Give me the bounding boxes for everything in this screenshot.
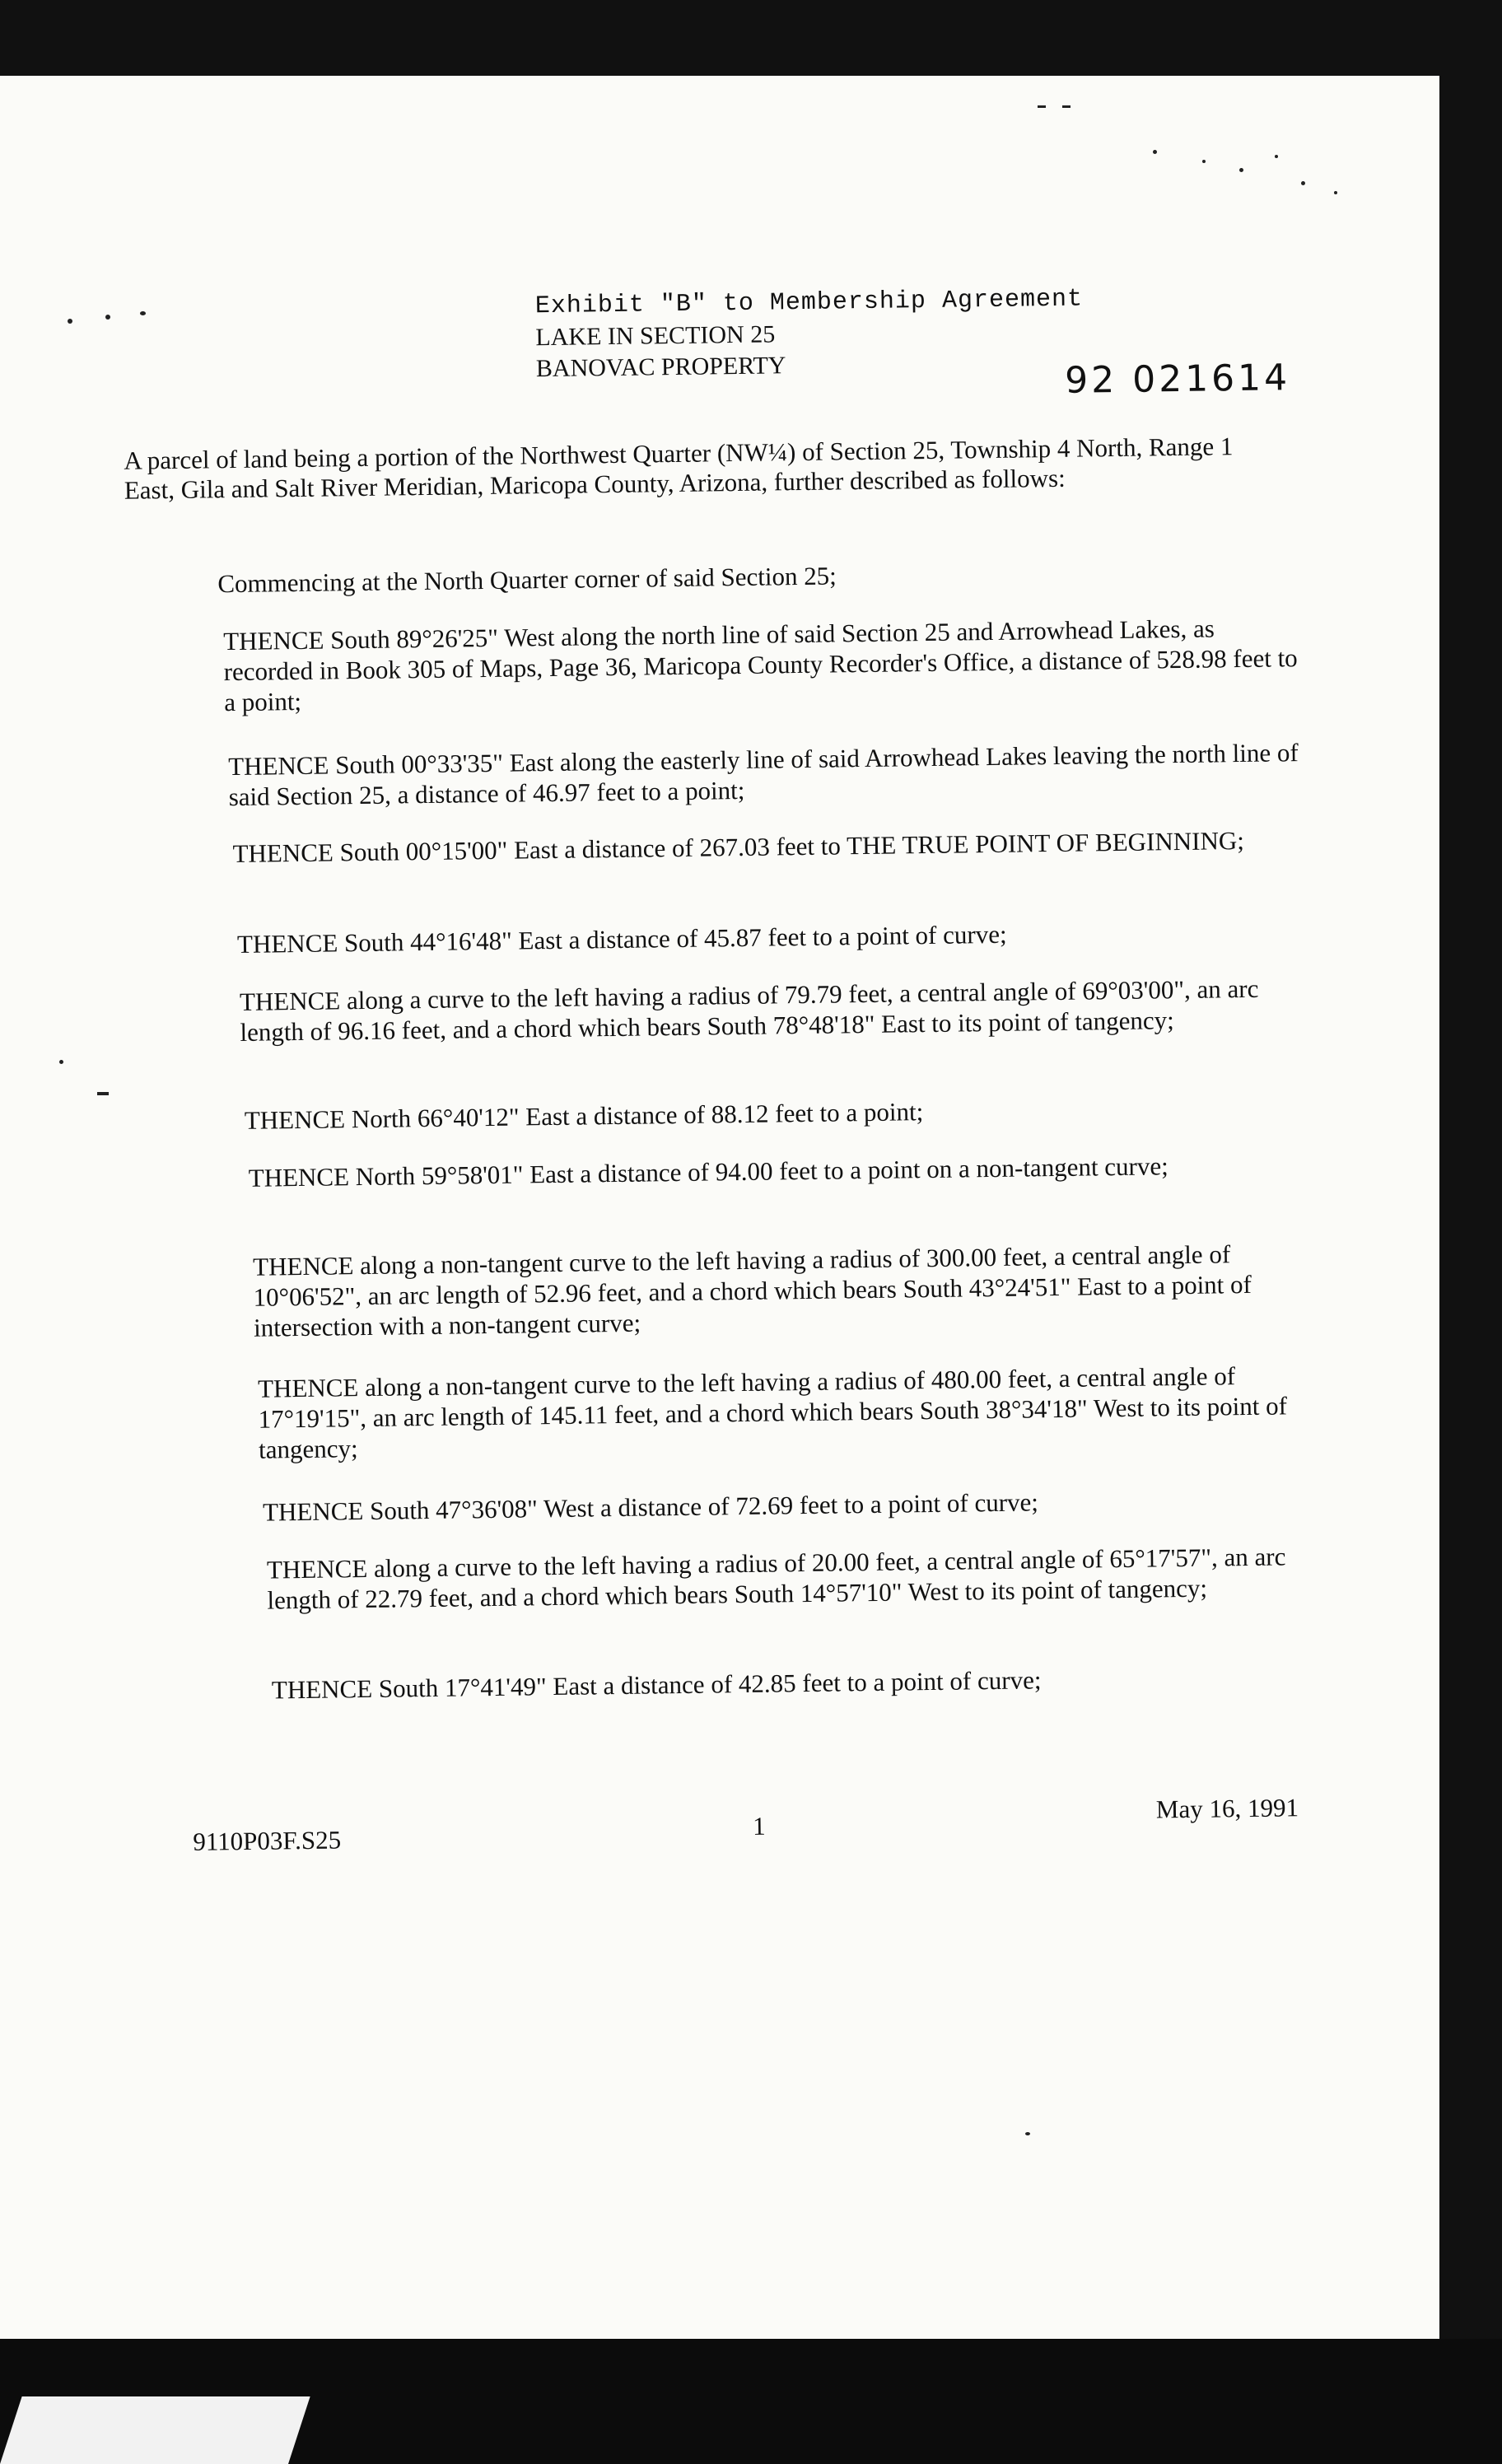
legal-paragraph-7: THENCE North 66°40'12" East a distance of 88.12 feet to a point;	[244, 1097, 924, 1135]
legal-paragraph-3: THENCE South 00°33'35" East along the easterly line of said Arrowhead Lakes leaving the north line of said Section 25, a distance of 46.97 feet to a point;	[227, 738, 1299, 812]
exhibit-header	[535, 283, 1085, 385]
intro-paragraph: A parcel of land being a portion of the Northwest Quarter (NW¼) of Section 25, Township 4 North, Range 1 East, Gila and Salt River Meridian, Maricopa County, Arizona, further described as follows:	[124, 432, 1234, 505]
page-number: 1	[752, 1811, 766, 1841]
legal-paragraph-2: THENCE South 89°26'25" West along the north line of said Section 25 and Arrowhead Lakes, as recorded in Book 305 of Maps, Page 36, Maricopa County Recorder's Office, a distance of 528.98 feet to a point;	[222, 614, 1298, 717]
scan-paper-corner	[0, 2396, 310, 2464]
legal-paragraph-1: Commencing at the North Quarter corner of said Section 25;	[217, 561, 837, 599]
legal-paragraph-6: THENCE along a curve to the left having a radius of 79.79 feet, a central angle of 69°03'00", an arc length of 96.16 feet, and a chord which bears South 78°48'18" East to its point of tangency;	[239, 973, 1259, 1047]
document-page	[0, 76, 1439, 2339]
file-code: 9110P03F.S25	[193, 1825, 342, 1856]
legal-paragraph-9: THENCE along a non-tangent curve to the left having a radius of 300.00 feet, a central angle of 10°06'52", an arc length of 52.96 feet, and a chord which bears South 43°24'51" East to a point of intersection with a non-tangent curve;	[252, 1239, 1252, 1342]
legal-paragraph-11: THENCE South 47°36'08" West a distance of 72.69 feet to a point of curve;	[262, 1487, 1039, 1527]
legal-paragraph-5: THENCE South 44°16'48" East a distance of 45.87 feet to a point of curve;	[236, 919, 1007, 959]
property-title: BANOVAC PROPERTY	[535, 352, 786, 383]
document-number: 92 021614	[1064, 357, 1291, 402]
lake-section-title: LAKE IN SECTION 25	[535, 320, 776, 352]
legal-paragraph-10: THENCE along a non-tangent curve to the left having a radius of 480.00 feet, a central angle of 17°19'15", an arc length of 145.11 feet, and a chord which bears South 38°34'18" West to its point of tangency;	[257, 1361, 1288, 1464]
legal-paragraph-13: THENCE South 17°41'49" East a distance of 42.85 feet to a point of curve;	[271, 1665, 1042, 1705]
legal-paragraph-4: THENCE South 00°15'00" East a distance of 267.03 feet to THE TRUE POINT OF BEGINNING;	[232, 825, 1245, 869]
exhibit-title: Exhibit "B" to Membership Agreement	[534, 285, 1084, 321]
legal-paragraph-12: THENCE along a curve to the left having a radius of 20.00 feet, a central angle of 65°17'57", an arc length of 22.79 feet, and a chord which bears South 14°57'10" West to its point of tangency;	[266, 1542, 1286, 1615]
document-date: May 16, 1991	[1155, 1793, 1299, 1824]
legal-paragraph-8: THENCE North 59°58'01" East a distance of 94.00 feet to a point on a non-tangent curve;	[248, 1151, 1168, 1192]
